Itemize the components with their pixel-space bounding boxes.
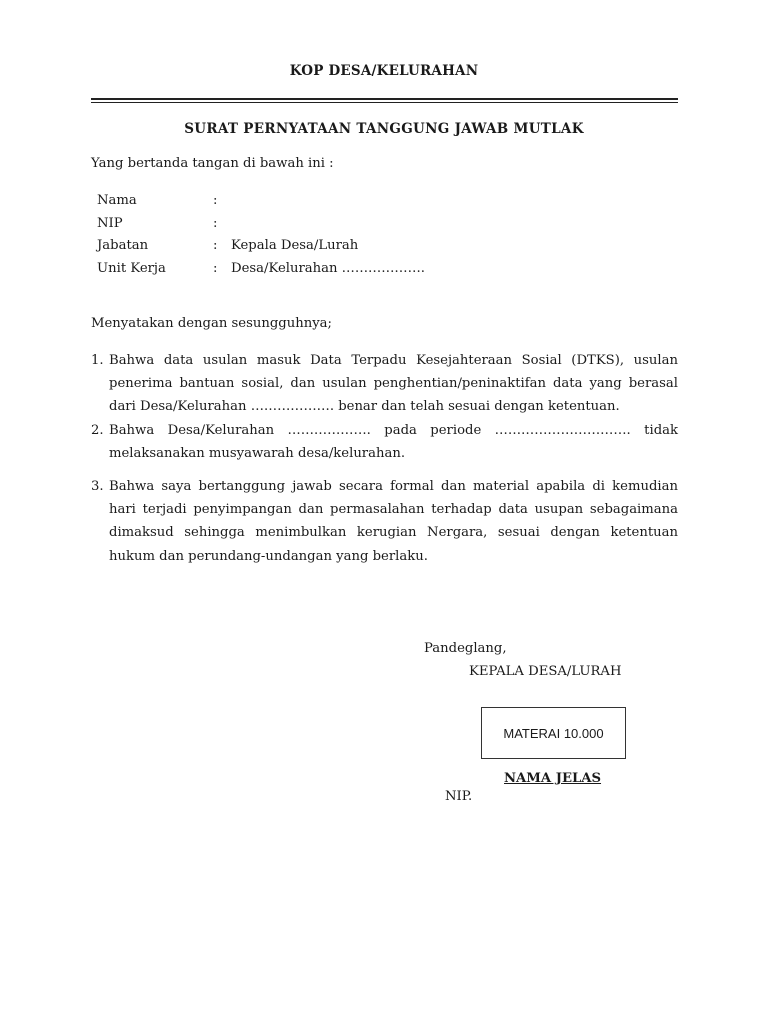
field-value: Kepala Desa/Lurah [231,238,359,254]
item-text: Bahwa data usulan masuk Data Terpadu Kesejahteraan Sosial (DTKS), usulan penerima bantuan sosial, dan usulan penghentian/peninaktifan data yang berasal dari Desa/Kelurahan ………………. benar dan telah sesuai dengan ketentuan. [109,353,678,415]
statement-item [91,349,678,419]
statement-list [91,349,678,568]
item-number: 1. [91,353,104,368]
item-text: Bahwa Desa/Kelurahan ………………. pada periode …………………………. tidak melaksanakan musyawarah desa/kelurahan. [109,422,678,461]
letterhead-rule-thin [91,102,678,103]
intro-text: Yang bertanda tangan di bawah ini : [91,156,334,171]
signatory-nip: NIP. [445,789,473,804]
field-value: Desa/Kelurahan ………………. [231,261,425,277]
statement-item [91,475,678,568]
item-number: 3. [91,479,104,495]
declaration-text: Menyatakan dengan sesungguhnya; [91,316,332,331]
field-label: NIP [97,215,123,231]
materai-stamp-box [481,707,626,759]
field-colon: : [213,261,218,277]
letterhead-rule-thick [91,98,678,100]
signature-position: KEPALA DESA/LURAH [469,664,622,679]
field-label: Nama [97,193,137,208]
signature-place: Pandeglang, [424,641,507,656]
item-number: 2. [91,422,104,438]
item-text: Bahwa saya bertanggung jawab secara formal dan material apabila di kemudian hari terjadi penyimpangan dan permasalahan terhadap data usupan sebagaimana dimaksud sehingga menimbulkan kerugian Nergara, sesuai dengan ketentuan hukum dan perundang-undangan yang berlaku. [109,479,678,564]
field-colon: : [213,215,218,231]
field-label: Unit Kerja [97,261,166,277]
field-label: Jabatan [97,238,149,254]
materai-label: MATERAI 10.000 [503,725,604,741]
letterhead: KOP DESA/KELURAHAN [289,63,479,79]
signatory-name: NAMA JELAS [504,771,602,786]
statement-item [91,419,678,465]
field-colon: : [213,238,218,254]
field-colon: : [213,193,218,208]
document-title: SURAT PERNYATAAN TANGGUNG JAWAB MUTLAK [184,121,584,137]
